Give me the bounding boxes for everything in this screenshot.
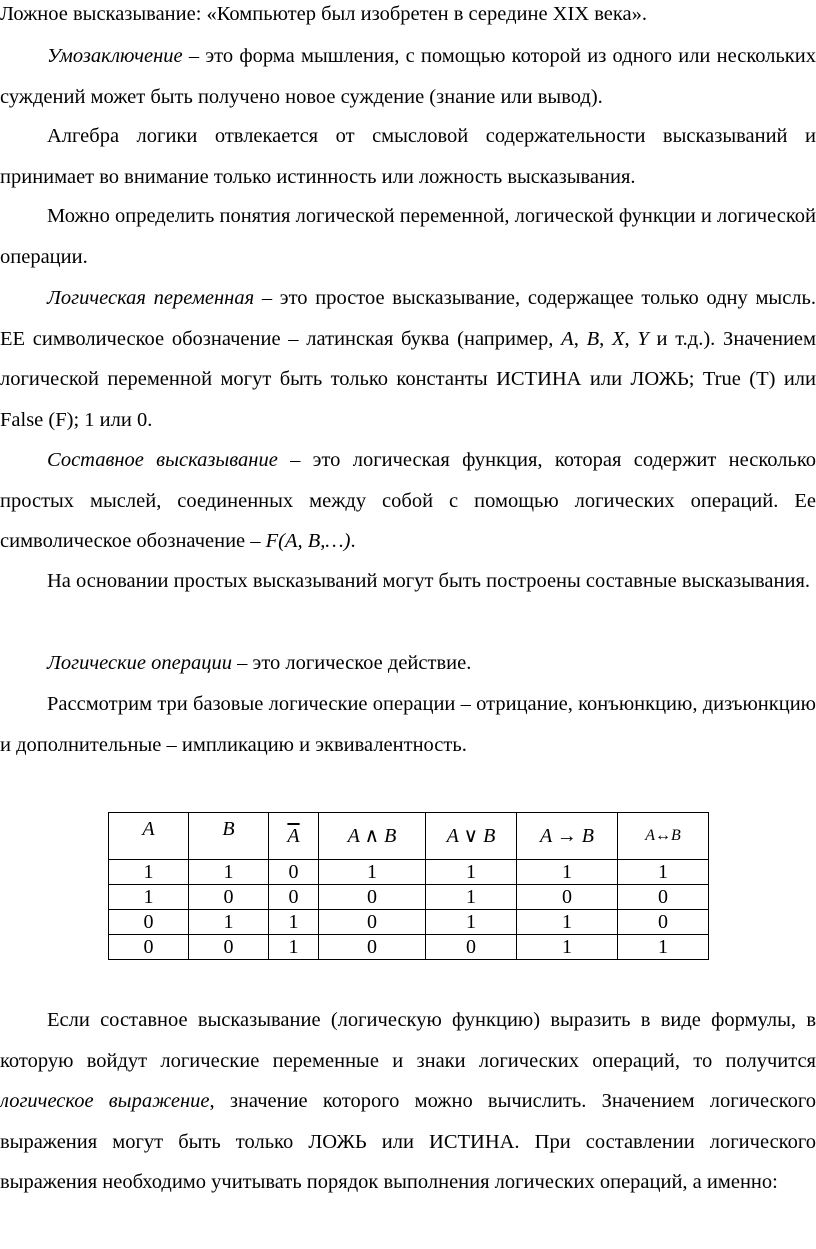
table-cell: 1 [109, 885, 189, 910]
table-cell: 1 [517, 860, 618, 885]
table-cell: 1 [426, 910, 517, 935]
paragraph-logical-variable: Логическая переменная – это простое высказывание, содержащее только одну мысль. ЕЕ символическое обозначение – латинская буква (например, A, B, X, Y и т.д.). Значением логической переменной могут быть только константы ИСТИНА или ЛОЖЬ; True (T) или False (F); 1 или 0. [0, 287, 816, 431]
table-cell: 0 [319, 910, 426, 935]
paragraph-false-statement: Ложное высказывание: «Компьютер был изобретен в середине XIX века». [0, 3, 648, 25]
table-cell: 0 [426, 935, 517, 960]
header-equivalence: A↔B [618, 813, 709, 860]
header-implication: A → B [517, 813, 618, 860]
truth-table-header-row [109, 813, 709, 860]
table-cell: 1 [189, 860, 269, 885]
paragraph-definitions: Можно определить понятия логической переменной, логической функции и логической операции. [0, 205, 816, 268]
header-b: B [189, 813, 269, 860]
table-cell: 0 [618, 885, 709, 910]
term-logical-expression: логическое выражение [0, 1090, 210, 1112]
paragraph-base-operations: Рассмотрим три базовые логические операции – отрицание, конъюнкцию, дизъюнкцию и дополнительные – импликацию и эквивалентность. [0, 693, 816, 756]
paragraph-logical-expression: Если составное высказывание (логическую функцию) выразить в виде формулы, в которую войдут логические переменные и знаки логических операций, то получится логическое выражение, значение которого можно вычислить. Значением логического выражения могут быть только ЛОЖЬ или ИСТИНА. При составлении логического выражения необходимо учитывать порядок выполнения логических операций, а именно: [0, 1009, 816, 1193]
table-cell: 1 [109, 860, 189, 885]
paragraph-inference: Умозаключение – это форма мышления, с помощью которой из одного или нескольких суждений может быть получено новое суждение (знание или вывод). [0, 45, 816, 108]
paragraph-compound-construction: На основании простых высказываний могут быть построены составные высказывания. [47, 570, 811, 592]
truth-table-container [108, 812, 709, 960]
header-a: A [109, 813, 189, 860]
term-compound-statement: Составное высказывание [47, 449, 278, 471]
header-and: A ∧ B [319, 813, 426, 860]
term-inference: Умозаключение [47, 45, 183, 67]
header-or: A ∨ B [426, 813, 517, 860]
table-cell: 0 [269, 885, 319, 910]
table-cell: 1 [319, 860, 426, 885]
table-row [109, 860, 709, 885]
table-row [109, 935, 709, 960]
table-cell: 0 [189, 935, 269, 960]
table-cell: 0 [109, 910, 189, 935]
truth-table [108, 812, 709, 960]
paragraph-compound-statement: Составное высказывание – это логическая функция, которая содержит несколько простых мыслей, соединенных между собой с помощью логических операций. Ее символическое обозначение – F(A, B,…). [0, 449, 816, 552]
term-logical-variable: Логическая переменная [47, 287, 255, 309]
paragraph-logic-algebra: Алгебра логики отвлекается от смысловой содержательности высказываний и принимает во внимание только истинность или ложность высказывания. [0, 125, 816, 188]
table-cell: 0 [517, 885, 618, 910]
table-cell: 1 [517, 935, 618, 960]
table-row [109, 910, 709, 935]
table-cell: 0 [109, 935, 189, 960]
table-cell: 0 [269, 860, 319, 885]
formula-function: F(A, B,…) [265, 530, 351, 552]
header-not-a: $\overline{A}$ [269, 813, 319, 860]
table-cell: 1 [269, 935, 319, 960]
paragraph-logical-operations: Логические операции – это логическое действие. [47, 652, 472, 674]
table-cell: 0 [618, 910, 709, 935]
table-cell: 1 [517, 910, 618, 935]
term-logical-operations: Логические операции [47, 652, 233, 674]
table-cell: 0 [319, 885, 426, 910]
table-cell: 1 [618, 935, 709, 960]
table-cell: 0 [319, 935, 426, 960]
table-cell: 1 [618, 860, 709, 885]
table-cell: 1 [426, 860, 517, 885]
table-row [109, 885, 709, 910]
table-cell: 1 [269, 910, 319, 935]
table-cell: 1 [189, 910, 269, 935]
table-cell: 1 [426, 885, 517, 910]
table-cell: 0 [189, 885, 269, 910]
